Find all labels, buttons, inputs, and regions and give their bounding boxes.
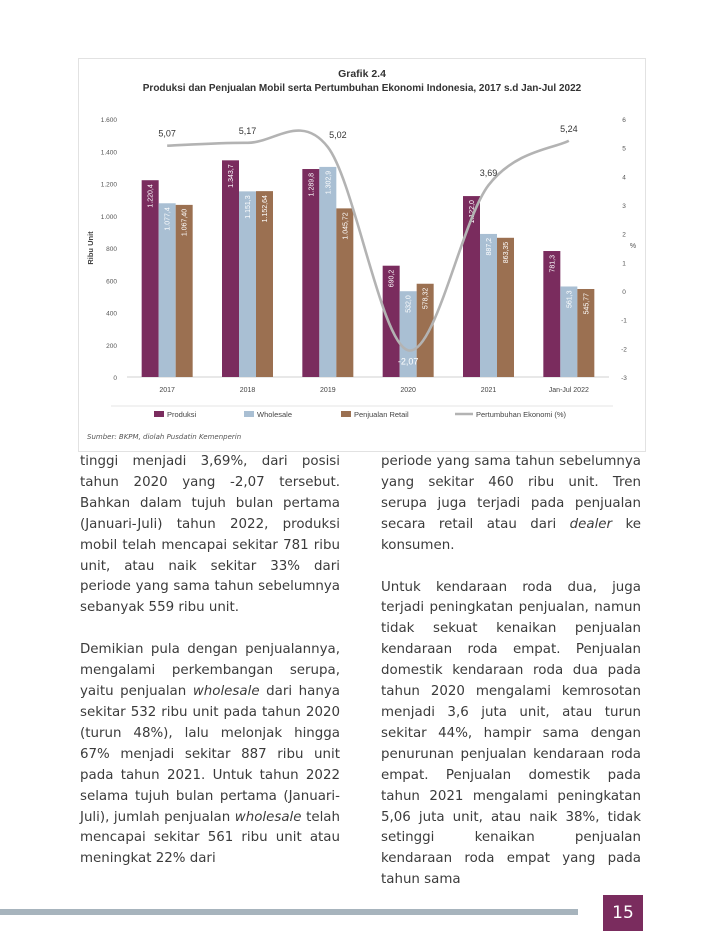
bar-data-label: 578,32 — [422, 287, 430, 310]
paragraph: tinggi menjadi 3,69%, dari posisi tahun 2020 yang -2,07 tersebut. Bahkan dalam tujuh bulan pertama (Januari-Juli) tahun 2022, produksi mobil telah mencapai sekitar 781 ribu unit, atau naik sekitar 33% dari periode yang sama tahun sebelumnya sebanyak 559 ribu unit. — [80, 454, 340, 616]
text-column-left — [80, 452, 340, 891]
bar-data-label: 887,2 — [486, 237, 493, 256]
line-data-label: 5,07 — [158, 128, 176, 139]
bar-data-label: 561,3 — [566, 290, 574, 309]
y2-axis-label: % — [629, 243, 637, 250]
footer-bar — [0, 909, 578, 915]
x-tick-label: 2017 — [159, 387, 175, 394]
y-tick-label: 600 — [106, 278, 117, 286]
legend-label: Wholesale — [257, 410, 293, 419]
bar-data-label: 532,0 — [405, 295, 413, 313]
page-number: 15 — [603, 895, 643, 931]
x-tick-label: Jan-Jul 2022 — [548, 387, 589, 394]
bar-data-label: 1.067,40 — [181, 208, 189, 237]
chart-subtitle: Produksi dan Penjualan Mobil serta Pertumbuhan Ekonomi Indonesia, 2017 s.d Jan-Jul 2022 — [142, 83, 582, 94]
y2-tick-label: -3 — [621, 375, 627, 382]
line-data-label: 5,02 — [329, 130, 347, 141]
y-tick-label: 1.600 — [100, 117, 117, 124]
y2-tick-label: -2 — [621, 346, 627, 354]
x-tick-label: 2018 — [239, 387, 256, 394]
paragraph: Untuk kendaraan roda dua, juga terjadi peningkatan penjualan, namun tidak sekuat kenaikan penjualan kendaraan roda empat. Penjualan domestik kendaraan roda dua pada tahun 2020 mengalami kemrosotan menjadi 3,6 juta unit, atau turun sekitar 44%, hampir sama dengan penurunan penjualan kendaraan roda empat. Penjualan domestik pada tahun 2021 mengalami peningkatan 5,06 juta unit, atau naik 38%, tidak setinggi kenaikan penjualan kendaraan roda empat yang pada tahun sama — [381, 579, 641, 888]
legend-label: Produksi — [167, 410, 197, 419]
y2-tick-label: -1 — [621, 317, 627, 325]
y-tick-label: 1.400 — [100, 149, 117, 157]
bar-produksi — [302, 169, 319, 377]
y-tick-label: 400 — [106, 310, 117, 318]
y-tick-label: 1.200 — [100, 181, 117, 189]
bar-produksi — [222, 160, 239, 377]
x-tick-label: 2021 — [480, 387, 497, 394]
y2-tick-label: 3 — [622, 203, 626, 210]
chart-figure — [78, 58, 646, 452]
y2-tick-label: 2 — [622, 231, 626, 239]
y-tick-label: 0 — [113, 375, 117, 382]
bar-data-label: 690,2 — [388, 269, 396, 288]
legend-swatch — [154, 411, 164, 417]
bar-wholesale — [319, 167, 336, 377]
x-tick-label: 2020 — [400, 387, 416, 394]
legend-swatch — [341, 411, 351, 417]
y-tick-label: 800 — [106, 246, 117, 253]
line-data-label: 5,24 — [560, 123, 578, 134]
y2-tick-label: 1 — [622, 260, 626, 268]
legend-label: Pertumbuhan Ekonomi (%) — [476, 410, 567, 419]
paragraph: Demikian pula dengan penjualannya, mengalami perkembangan serupa, yaitu penjualan wholesale dari hanya sekitar 532 ribu unit pada tahun 2020 (turun 48%), lalu melonjak hingga 67% menjadi sekitar 887 ribu unit pada tahun 2021. Untuk tahun 2022 selama tujuh bulan pertama (Januari-Juli), jumlah penjualan wholesale telah mencapai sekitar 561 ribu unit atau meningkat 22% dari — [80, 642, 340, 867]
legend-label: Penjualan Retail — [354, 410, 409, 419]
y2-tick-label: 4 — [622, 174, 626, 182]
bar-data-label: 1.122,0 — [469, 200, 476, 224]
paragraph: periode yang sama tahun sebelumnya yang sekitar 460 ribu unit. Tren serupa juga terjadi pada penjualan secara retail atau dari dealer ke konsumen. — [381, 454, 641, 553]
chart-svg — [79, 59, 645, 451]
y-axis-label: Ribu Unit — [86, 231, 95, 265]
chart-title: Grafik 2.4 — [338, 68, 386, 80]
x-tick-label: 2019 — [320, 387, 336, 394]
bar-data-label: 781,3 — [549, 255, 557, 273]
bar-data-label: 1.220,4 — [147, 184, 155, 208]
bar-data-label: 1.045,72 — [342, 212, 350, 240]
line-data-label: 5,17 — [238, 125, 257, 136]
bar-data-label: 1.151,3 — [245, 195, 252, 219]
y2-tick-label: 0 — [622, 289, 626, 296]
legend-swatch — [244, 411, 254, 417]
bar-produksi — [142, 180, 159, 377]
y2-tick-label: 6 — [622, 117, 626, 124]
bar-data-label: 1.302,9 — [325, 170, 333, 195]
y2-tick-label: 5 — [622, 145, 626, 153]
bar-data-label: 1.343,7 — [228, 164, 235, 188]
chart-source: Sumber: BKPM, diolah Pusdatin Kemenperin — [87, 433, 242, 441]
y-tick-label: 1.000 — [100, 213, 117, 221]
text-column-right — [381, 452, 641, 912]
bar-data-label: 1.152,64 — [262, 195, 269, 223]
y-tick-label: 200 — [106, 342, 117, 350]
bar-data-label: 545,77 — [583, 292, 591, 315]
bar-data-label: 1.077,4 — [164, 207, 172, 231]
bar-data-label: 1.289,8 — [308, 173, 316, 197]
line-data-label: -2,07 — [397, 356, 419, 367]
line-data-label: 3,69 — [479, 168, 498, 179]
bar-data-label: 863,35 — [503, 241, 510, 264]
